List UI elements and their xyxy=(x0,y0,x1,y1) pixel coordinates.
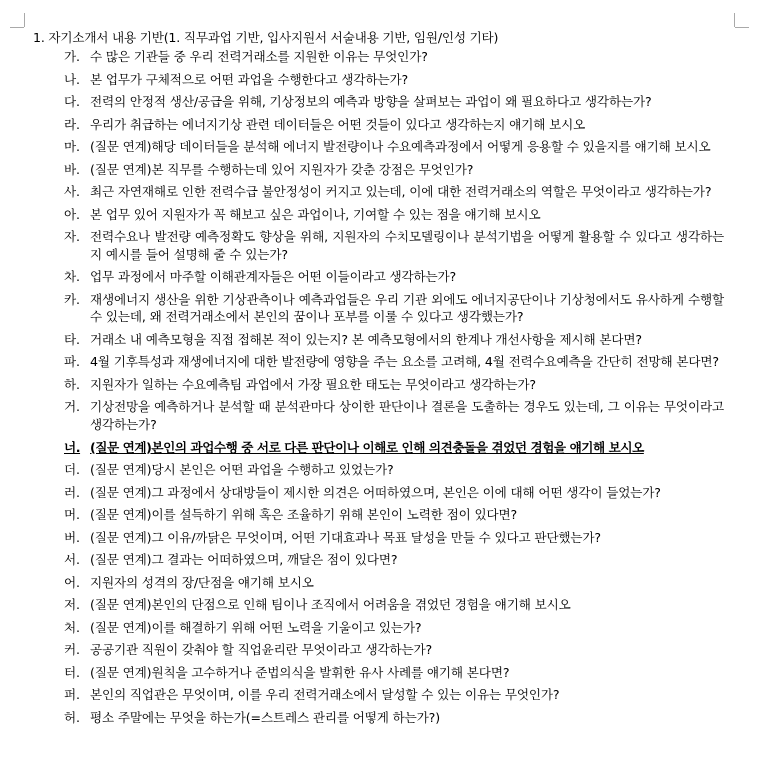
question-text: 재생에너지 생산을 위한 기상관측이나 예측과업들은 우리 기관 외에도 에너지공단이나 기상청에서도 유사하게 수행할 수 있는데, 왜 전력거래소에서 본인의 꿈이나 포부를 이룰 수 있다고 생각했는가? xyxy=(90,291,724,325)
question-marker: 허. xyxy=(64,709,80,725)
question-text: 전력의 안정적 생산/공급을 위해, 기상정보의 예측과 방향을 살펴보는 과업이 왜 필요하다고 생각하는가? xyxy=(90,94,652,109)
question-text: (질문 연계)본인의 과업수행 중 서로 다른 판단이나 이해로 인해 의견충돌을 겪었던 경험을 얘기해 보시오 xyxy=(90,439,644,455)
question-text: 전력수요나 발전량 예측정확도 향상을 위해, 지원자의 수치모델링이나 분석기법을 어떻게 활용할 수 있다고 생각하는지 예시를 들어 설명해 줄 수 있는가? xyxy=(90,229,724,262)
question-text: 지원자의 성격의 장/단점을 얘기해 보시오 xyxy=(90,574,314,590)
question-marker: 나. xyxy=(64,71,80,87)
question-item xyxy=(64,228,724,263)
question-item xyxy=(64,551,724,569)
question-item xyxy=(64,574,724,592)
question-item xyxy=(64,709,724,727)
question-item xyxy=(64,206,724,224)
question-item xyxy=(64,461,724,479)
crop-mark-top-left xyxy=(24,13,25,27)
question-item xyxy=(64,353,724,371)
question-marker: 처. xyxy=(64,619,80,635)
question-marker: 퍼. xyxy=(64,687,80,703)
crop-mark-top-right xyxy=(735,27,749,28)
question-marker: 거. xyxy=(64,399,80,415)
question-item xyxy=(64,161,724,179)
question-text: 기상전망을 예측하거나 분석할 때 분석관마다 상이한 판단이나 결론을 도출하는 경우도 있는데, 그 이유는 무엇이라고 생각하는가? xyxy=(90,399,724,433)
question-marker: 타. xyxy=(64,331,80,347)
question-marker: 서. xyxy=(64,552,80,568)
question-marker: 버. xyxy=(64,529,80,545)
question-text: (질문 연계)원칙을 고수하거나 준법의식을 발휘한 유사 사례를 얘기해 본다면? xyxy=(90,664,510,680)
question-text: 본인의 직업관은 무엇이며, 이를 우리 전력거래소에서 달성할 수 있는 이유는 무엇인가? xyxy=(90,687,560,703)
question-marker: 너. xyxy=(64,439,81,455)
question-item xyxy=(64,138,724,156)
question-marker: 저. xyxy=(64,597,80,613)
question-marker: 더. xyxy=(64,462,80,478)
question-marker: 머. xyxy=(64,507,80,523)
question-text: (질문 연계)본 직무를 수행하는데 있어 지원자가 갖춘 강점은 무엇인가? xyxy=(90,161,474,177)
question-marker: 자. xyxy=(64,229,80,244)
question-item xyxy=(64,268,724,286)
question-text: (질문 연계)이를 설득하기 위해 혹은 조율하기 위해 본인이 노력한 점이 있다면? xyxy=(90,507,518,523)
question-marker: 아. xyxy=(64,206,80,222)
question-item xyxy=(64,596,724,614)
question-text: (질문 연계)당시 본인은 어떤 과업을 수행하고 있었는가? xyxy=(90,462,394,478)
question-text: 최근 자연재해로 인한 전력수급 불안정성이 커지고 있는데, 이에 대한 전력거래소의 역할은 무엇이라고 생각하는가? xyxy=(90,184,712,199)
question-marker: 터. xyxy=(64,664,80,680)
question-text: (질문 연계)본인의 단점으로 인해 팀이나 조직에서 어려움을 겪었던 경험을 얘기해 보시오 xyxy=(90,597,571,613)
crop-mark-top-right xyxy=(734,13,735,27)
question-item xyxy=(64,619,724,637)
question-text: 거래소 내 예측모형을 직접 접해본 적이 있는지? 본 예측모형에서의 한계나 개선사항을 제시해 본다면? xyxy=(90,331,642,347)
question-item xyxy=(64,71,724,89)
question-text: (질문 연계)해당 데이터들을 분석해 에너지 발전량이나 수요예측과정에서 어떻게 응용할 수 있을지를 얘기해 보시오 xyxy=(90,139,711,154)
question-item xyxy=(64,48,724,66)
question-text: (질문 연계)그 결과는 어떠하였으며, 깨달은 점이 있다면? xyxy=(90,552,398,568)
question-marker: 다. xyxy=(64,94,80,109)
question-marker: 라. xyxy=(64,116,80,132)
question-item xyxy=(64,183,724,201)
question-marker: 카. xyxy=(64,291,80,307)
question-marker: 어. xyxy=(64,574,80,590)
question-item xyxy=(64,641,724,659)
question-text: 공공기관 직원이 갖춰야 할 직업윤리란 무엇이라고 생각하는가? xyxy=(90,642,433,658)
question-item xyxy=(64,439,724,457)
question-item xyxy=(64,291,724,326)
question-list xyxy=(64,48,724,731)
section-heading: 1. 자기소개서 내용 기반(1. 직무과업 기반, 입사지원서 서술내용 기반, 임원/인성 기타) xyxy=(33,30,499,45)
question-text: 우리가 취급하는 에너지기상 관련 데이터들은 어떤 것들이 있다고 생각하는지 얘기해 보시오 xyxy=(90,116,586,132)
question-item xyxy=(64,529,724,547)
question-text: 업무 과정에서 마주할 이해관계자들은 어떤 이들이라고 생각하는가? xyxy=(90,269,457,285)
question-marker: 마. xyxy=(64,139,80,154)
question-item xyxy=(64,506,724,524)
question-marker: 차. xyxy=(64,269,80,285)
question-marker: 바. xyxy=(64,161,80,177)
question-marker: 사. xyxy=(64,184,80,199)
question-marker: 러. xyxy=(64,484,80,500)
question-item xyxy=(64,686,724,704)
question-item xyxy=(64,664,724,682)
question-text: (질문 연계)그 과정에서 상대방들이 제시한 의견은 어떠하였으며, 본인은 이에 대해 어떤 생각이 들었는가? xyxy=(90,484,661,500)
question-item xyxy=(64,484,724,502)
question-marker: 가. xyxy=(64,49,80,64)
question-marker: 파. xyxy=(64,354,80,370)
question-item xyxy=(64,376,724,394)
question-text: 수 많은 기관들 중 우리 전력거래소를 지원한 이유는 무엇인가? xyxy=(90,49,428,64)
question-text: (질문 연계)그 이유/까닭은 무엇이며, 어떤 기대효과나 목표 달성을 만들 수 있다고 판단했는가? xyxy=(90,529,601,545)
crop-mark-top-left xyxy=(10,27,24,28)
question-text: 지원자가 일하는 수요예측팀 과업에서 가장 필요한 태도는 무엇이라고 생각하는가? xyxy=(90,376,536,392)
question-text: 4월 기후특성과 재생에너지에 대한 발전량에 영향을 주는 요소를 고려해, 4월 전력수요예측을 간단히 전망해 본다면? xyxy=(90,354,719,370)
question-marker: 하. xyxy=(64,376,80,392)
question-text: (질문 연계)이를 해결하기 위해 어떤 노력을 기울이고 있는가? xyxy=(90,619,422,635)
question-text: 본 업무 있어 지원자가 꼭 해보고 싶은 과업이나, 기여할 수 있는 점을 얘기해 보시오 xyxy=(90,206,541,222)
question-item xyxy=(64,93,724,111)
question-marker: 커. xyxy=(64,642,80,658)
question-item xyxy=(64,331,724,349)
question-text: 본 업무가 구체적으로 어떤 과업을 수행한다고 생각하는가? xyxy=(90,71,409,87)
question-item xyxy=(64,398,724,433)
question-text: 평소 주말에는 무엇을 하는가(=스트레스 관리를 어떻게 하는가?) xyxy=(90,709,440,725)
question-item xyxy=(64,116,724,134)
